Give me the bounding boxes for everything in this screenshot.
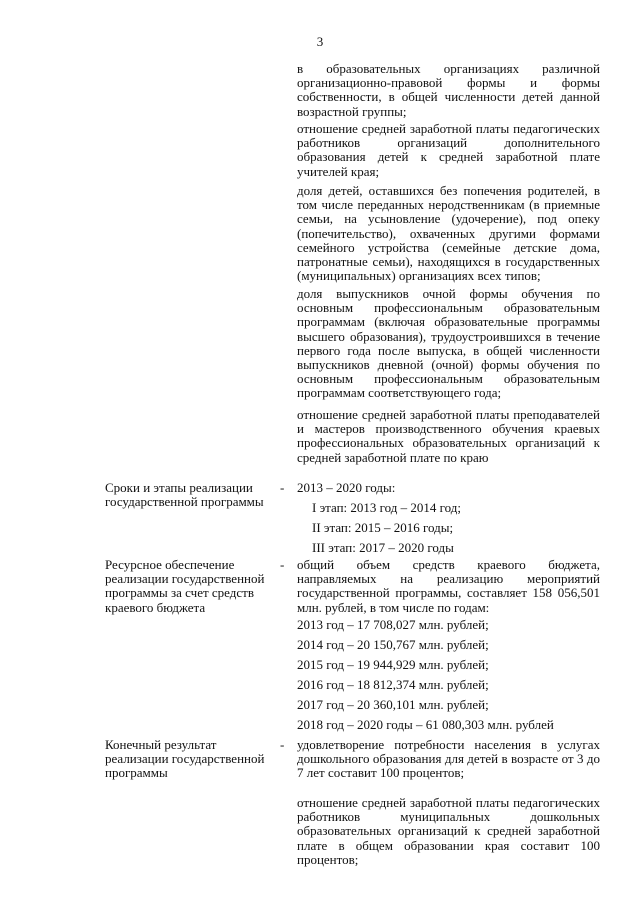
- terms-stage-2: II этап: 2015 – 2016 годы;: [312, 520, 454, 535]
- funding-year-2013: 2013 год – 17 708,027 млн. рублей;: [297, 617, 489, 632]
- funding-year-2018-2020: 2018 год – 2020 годы – 61 080,303 млн. рублей: [297, 717, 554, 732]
- terms-stage-1: I этап: 2013 год – 2014 год;: [312, 500, 462, 515]
- paragraph-salary-additional-education: отношение средней заработной платы педагогических работников организаций дополнительного образования детей к средней заработной плате учителей края;: [297, 121, 600, 179]
- result-label: Конечный результат реализации государственной программы: [105, 737, 265, 781]
- paragraph-graduates-employment: доля выпускников очной формы обучения по основным профессиональным образовательным программам (включая образовательные программы высшего образования), трудоустроившихся в течение первого года после выпуска, в общей численности выпускников дневной (очной) формы обучения по основным профессиональным образовательным программам соответствующего года;: [297, 286, 600, 401]
- terms-period: 2013 – 2020 годы:: [297, 480, 396, 495]
- paragraph-salary-professional: отношение средней заработной платы преподавателей и мастеров производственного обучения краевых профессиональных образовательных организаций к средней заработной плате по краю: [297, 407, 600, 465]
- funding-year-2016: 2016 год – 18 812,374 млн. рублей;: [297, 677, 489, 692]
- result-item-salary: отношение средней заработной платы педагогических работников муниципальных дошкольных образовательных организаций к средней заработной плате в общем образовании края составит 100 процентов;: [297, 795, 600, 867]
- funding-year-2015: 2015 год – 19 944,929 млн. рублей;: [297, 657, 489, 672]
- funding-label: Ресурсное обеспечение реализации государственной программы за счет средств краевого бюджета: [105, 557, 265, 615]
- terms-dash: -: [280, 480, 285, 495]
- page-number: 3: [316, 34, 324, 49]
- terms-label: Сроки и этапы реализации государственной программы: [105, 480, 264, 510]
- funding-year-2014: 2014 год – 20 150,767 млн. рублей;: [297, 637, 489, 652]
- result-item-preschool: удовлетворение потребности населения в услугах дошкольного образования для детей в возрасте от 3 до 7 лет составит 100 процентов;: [297, 737, 600, 781]
- terms-stage-3: III этап: 2017 – 2020 годы: [312, 540, 454, 555]
- result-dash: -: [280, 737, 285, 752]
- funding-dash: -: [280, 557, 285, 572]
- funding-year-2017: 2017 год – 20 360,101 млн. рублей;: [297, 697, 489, 712]
- paragraph-preschool-share: в образовательных организациях различной организационно-правовой формы и формы собственности, в общей численности детей данной возрастной группы;: [297, 61, 600, 119]
- paragraph-orphans-share: доля детей, оставшихся без попечения родителей, в том числе переданных неродственникам (в приемные семьи, на усыновление (удочерение), под опеку (попечительство), охваченных другими формами семейного устройства (семейные детские дома, патронатные семьи), находящихся в государственных (муниципальных) организациях всех типов;: [297, 183, 600, 284]
- funding-total: общий объем средств краевого бюджета, направляемых на реализацию мероприятий государственной программы, составляет 158 056,501 млн. рублей, в том числе по годам:: [297, 557, 600, 615]
